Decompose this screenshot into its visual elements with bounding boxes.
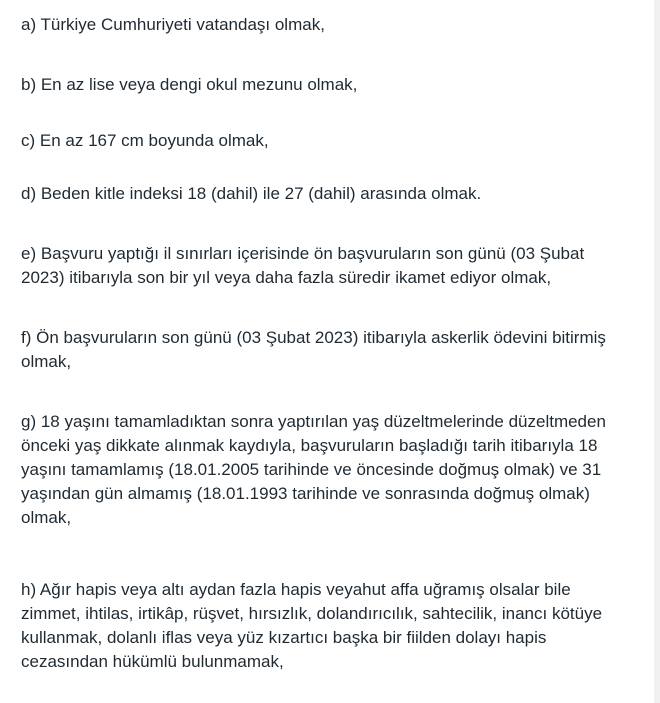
right-edge-strip [654,0,660,703]
requirement-item-h [21,578,633,674]
requirement-line: kullanmak, dolanlı iflas veya yüz kızartıcı başka bir fiilden dolayı hapis [21,628,547,647]
requirement-line: f) Ön başvuruların son günü (03 Şubat 2023) itibarıyla askerlik ödevini bitirmiş [21,328,606,347]
requirement-line: h) Ağır hapis veya altı aydan fazla hapis veyahut affa uğramış olsalar bile [21,580,571,599]
requirement-item-g [21,410,633,530]
requirement-line: yaşından gün almamış (18.01.1993 tarihinde ve sonrasında doğmuş olmak) [21,484,590,503]
requirement-line: olmak, [21,352,72,371]
requirement-line: a) Türkiye Cumhuriyeti vatandaşı olmak, [21,15,325,34]
requirement-item-e [21,242,633,290]
requirement-item-d [21,182,633,206]
requirement-line: c) En az 167 cm boyunda olmak, [21,131,269,150]
requirement-line: 2023) itibarıyla son bir yıl veya daha fazla süredir ikamet ediyor olmak, [21,268,552,287]
requirement-item-b [21,73,633,97]
requirement-line: e) Başvuru yaptığı il sınırları içerisinde ön başvuruların son günü (03 Şubat [21,244,585,263]
requirement-line: zimmet, ihtilas, irtikâp, rüşvet, hırsızlık, dolandırıcılık, sahtecilik, inancı kötüye [21,604,603,623]
requirement-item-a [21,13,633,37]
requirement-item-f [21,326,633,374]
requirement-item-c [21,129,633,153]
requirement-line: cezasından hükümlü bulunmamak, [21,652,284,671]
requirement-line: olmak, [21,508,72,527]
requirement-line: önceki yaş dikkate alınmak kaydıyla, başvuruların başladığı tarih itibarıyla 18 [21,436,598,455]
requirement-line: yaşını tamamlamış (18.01.2005 tarihinde ve öncesinde doğmuş olmak) ve 31 [21,460,602,479]
requirement-line: b) En az lise veya dengi okul mezunu olmak, [21,75,358,94]
requirement-line: g) 18 yaşını tamamladıktan sonra yaptırılan yaş düzeltmelerinde düzeltmeden [21,412,606,431]
requirement-line: d) Beden kitle indeksi 18 (dahil) ile 27 (dahil) arasında olmak. [21,184,482,203]
